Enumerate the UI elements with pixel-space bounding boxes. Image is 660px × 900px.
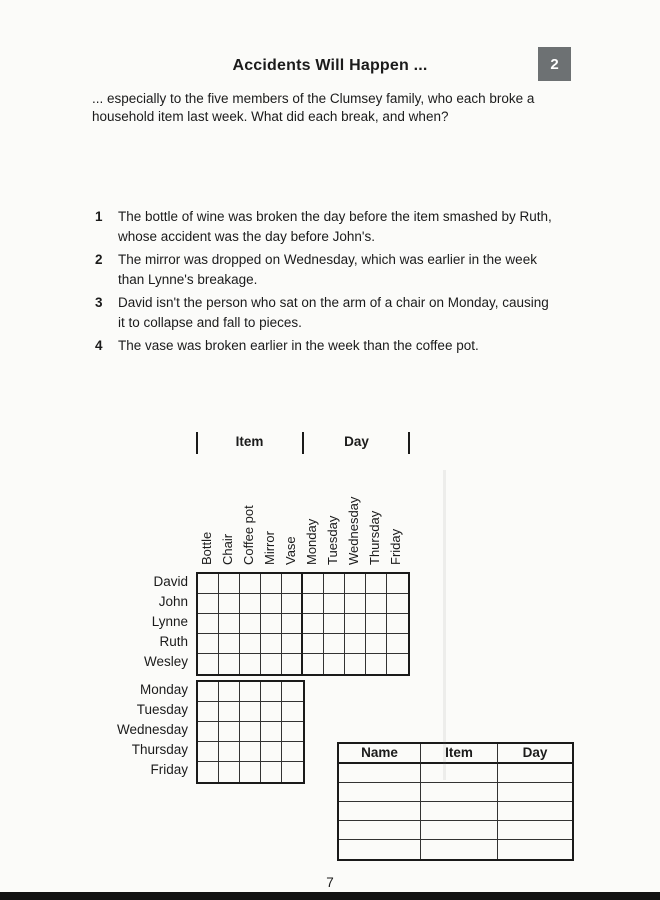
grid-column-label: Chair <box>220 533 235 565</box>
grid-cell <box>387 654 408 674</box>
clue-item <box>95 293 552 333</box>
answer-cell <box>421 802 498 821</box>
grid-cell <box>387 574 408 594</box>
grid-name-row-labels <box>40 572 192 672</box>
grid-cell <box>282 702 303 722</box>
page-title: Accidents Will Happen ... <box>232 57 428 74</box>
grid-cell <box>261 574 282 594</box>
grid-group-divider <box>302 432 304 454</box>
grid-cell <box>282 654 303 674</box>
clue-text: The vase was broken earlier in the week than the coffee pot. <box>118 338 479 353</box>
clue-item <box>95 207 552 247</box>
grid-cell <box>219 654 240 674</box>
answer-cell <box>339 764 421 783</box>
answer-cell <box>421 764 498 783</box>
grid-row-label: Lynne <box>151 614 188 629</box>
grid-column-label: Thursday <box>367 510 382 565</box>
grid-cell <box>198 742 219 762</box>
answer-cell <box>339 840 421 859</box>
grid-cell <box>261 722 282 742</box>
clue-text: The bottle of wine was broken the day before the item smashed by Ruth, whose accident was the day before John's. <box>118 209 552 244</box>
answer-table <box>337 742 574 861</box>
answer-cell <box>339 783 421 802</box>
grid-cell <box>282 614 303 634</box>
answer-cell <box>498 840 572 859</box>
grid-column-label: Mirror <box>262 531 277 565</box>
grid-cell <box>261 634 282 654</box>
grid-cell <box>240 614 261 634</box>
grid-cell <box>240 742 261 762</box>
grid-cell <box>324 574 345 594</box>
clue-number: 1 <box>95 209 103 224</box>
answer-cell <box>498 764 572 783</box>
grid-cell <box>219 574 240 594</box>
grid-cell <box>303 574 324 594</box>
grid-group-divider <box>408 432 410 454</box>
grid-row-label: John <box>158 594 188 609</box>
clues-list <box>95 207 552 359</box>
clue-number: 2 <box>95 252 103 267</box>
grid-cell <box>198 722 219 742</box>
grid-cell <box>366 594 387 614</box>
grid-cell <box>261 682 282 702</box>
grid-cell <box>261 614 282 634</box>
grid-cell <box>324 614 345 634</box>
clue-number: 3 <box>95 295 103 310</box>
grid-cell <box>387 594 408 614</box>
grid-cell <box>240 634 261 654</box>
grid-cell <box>198 762 219 782</box>
grid-cell <box>198 594 219 614</box>
clue-item <box>95 336 552 356</box>
grid-cell <box>324 634 345 654</box>
grid-column-label: Vase <box>283 536 298 565</box>
logic-grid-names <box>196 572 410 676</box>
grid-cell <box>219 682 240 702</box>
grid-cell <box>198 614 219 634</box>
answer-header-item: Item <box>421 744 498 764</box>
grid-cell <box>198 702 219 722</box>
logic-grid-days <box>196 680 305 784</box>
grid-cell <box>282 594 303 614</box>
answer-cell <box>498 821 572 840</box>
grid-cell <box>366 574 387 594</box>
grid-cell <box>198 574 219 594</box>
grid-cell <box>240 702 261 722</box>
grid-cell <box>261 594 282 614</box>
clue-text: David isn't the person who sat on the arm of a chair on Monday, causing it to collapse and fall to pieces. <box>118 295 549 330</box>
grid-cell <box>219 722 240 742</box>
scan-crease <box>443 470 446 780</box>
clue-item <box>95 250 552 290</box>
grid-cell <box>240 594 261 614</box>
grid-cell <box>261 762 282 782</box>
grid-cell <box>219 742 240 762</box>
grid-cell <box>345 574 366 594</box>
answer-cell <box>498 783 572 802</box>
grid-row-label: Wednesday <box>116 722 188 737</box>
grid-group-divider <box>196 432 198 454</box>
grid-cell <box>240 574 261 594</box>
grid-cell <box>345 614 366 634</box>
grid-cell <box>219 762 240 782</box>
grid-column-label: Coffee pot <box>241 505 256 565</box>
grid-row-label: Thursday <box>131 742 188 757</box>
grid-cell <box>240 654 261 674</box>
grid-cell <box>366 614 387 634</box>
answer-cell <box>498 802 572 821</box>
grid-row-label: Tuesday <box>136 702 188 717</box>
grid-column-label: Monday <box>304 518 319 565</box>
grid-row-label: Wesley <box>143 654 188 669</box>
grid-cell <box>282 742 303 762</box>
grid-cell <box>366 634 387 654</box>
grid-cell <box>240 722 261 742</box>
grid-cell <box>240 682 261 702</box>
answer-cell <box>339 802 421 821</box>
grid-cell <box>324 654 345 674</box>
grid-cell <box>261 742 282 762</box>
grid-cell <box>282 682 303 702</box>
grid-cell <box>366 654 387 674</box>
grid-cell <box>282 634 303 654</box>
grid-cell <box>198 654 219 674</box>
grid-cell <box>261 654 282 674</box>
clue-text: The mirror was dropped on Wednesday, which was earlier in the week than Lynne's breakage. <box>118 252 537 287</box>
grid-cell <box>303 594 324 614</box>
answer-cell <box>339 821 421 840</box>
grid-cell <box>387 614 408 634</box>
grid-cell <box>282 574 303 594</box>
grid-group-header-day: Day <box>344 434 369 449</box>
grid-cell <box>324 594 345 614</box>
grid-group-header-item: Item <box>235 434 264 449</box>
answer-cell <box>421 840 498 859</box>
grid-cell <box>303 634 324 654</box>
grid-cell <box>345 634 366 654</box>
grid-cell <box>219 594 240 614</box>
page-number: 7 <box>326 875 334 890</box>
answer-header-name: Name <box>339 744 421 764</box>
grid-cell <box>282 722 303 742</box>
clue-number: 4 <box>95 338 103 353</box>
grid-column-label: Bottle <box>199 531 214 565</box>
grid-cell <box>219 614 240 634</box>
grid-cell <box>219 634 240 654</box>
grid-row-label: David <box>153 574 188 589</box>
grid-cell <box>387 634 408 654</box>
intro-text: ... especially to the five members of the Clumsey family, who each broke a household item last week. What did each break, and when? <box>92 91 535 124</box>
grid-row-label: Friday <box>150 762 188 777</box>
grid-cell <box>345 654 366 674</box>
grid-row-label: Monday <box>139 682 188 697</box>
grid-cell <box>345 594 366 614</box>
answer-cell <box>421 821 498 840</box>
grid-column-label: Tuesday <box>325 515 340 565</box>
grid-column-label: Wednesday <box>346 496 361 565</box>
grid-cell <box>240 762 261 782</box>
answer-cell <box>421 783 498 802</box>
grid-cell <box>282 762 303 782</box>
grid-row-label: Ruth <box>159 634 188 649</box>
grid-cell <box>303 614 324 634</box>
grid-column-label: Friday <box>388 528 403 565</box>
grid-cell <box>303 654 324 674</box>
grid-cell <box>261 702 282 722</box>
answer-header-day: Day <box>498 744 572 764</box>
grid-day-row-labels <box>40 680 192 780</box>
scan-edge <box>0 892 660 900</box>
puzzle-number-badge: 2 <box>538 47 571 81</box>
grid-cell <box>198 682 219 702</box>
grid-cell <box>198 634 219 654</box>
grid-cell <box>219 702 240 722</box>
